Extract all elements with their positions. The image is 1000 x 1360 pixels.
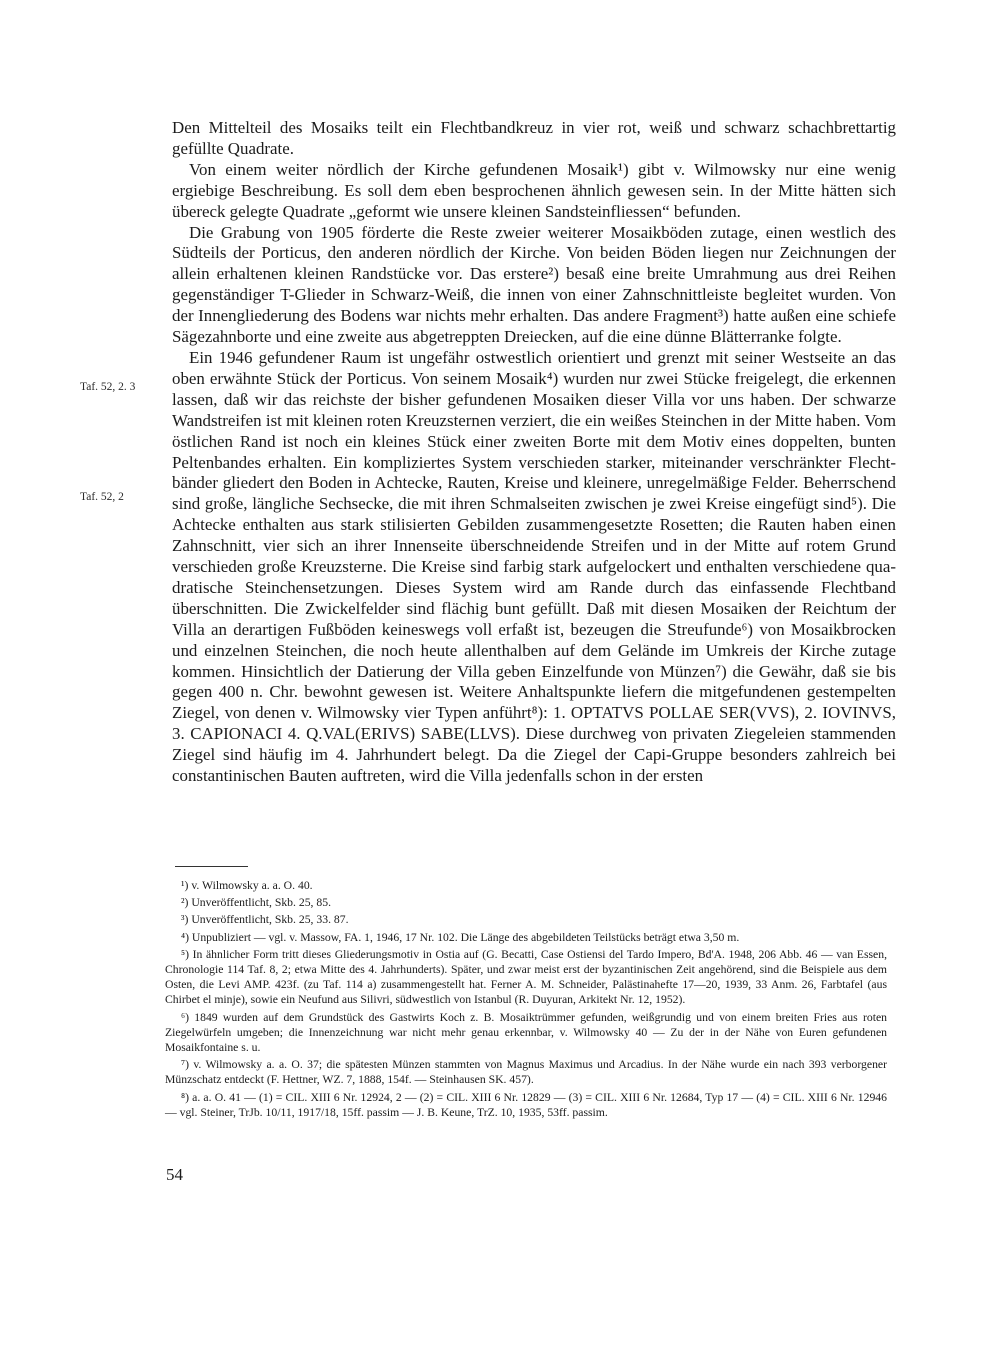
page-number: 54	[166, 1165, 183, 1184]
footnote-divider	[175, 866, 248, 867]
footnote: ⁷) v. Wilmowsky a. a. O. 37; die spätesten Münzen stammten von Magnus Maximus und Arcadius. In der Nähe wurde ein nach 393 verborgener Münzschatz entdeckt (F. Hettner, WZ. 7, 1888, 154f. — Steinhausen SK. 457).	[165, 1058, 887, 1087]
paragraph: Ein 1946 gefundener Raum ist ungefähr ostwestlich orientiert und grenzt mit seiner Westseite an das oben erwähnte Stück der Porticus. Von seinem Mosaik⁴) wurden nur zwei Stücke freigelegt, die erkennen lassen, daß wir das reichste der bisher gefundenen Mosaiken dieser Villa vor uns haben. Der schwarze Wandstreifen ist mit kleinen roten Kreuzsternen verziert, die ein weißes Steinchen in der Mitte haben. Vom östlichen Rand ist noch ein kleines Stück einer zweiten Borte mit dem Motiv eines doppelten, bunten Peltenbandes erhalten. Ein kompliziertes System verschieden starker, miteinander verschränkter Flechtbänder gliedert den Boden in Achtecke, Rauten, Kreise und kleinere, unregelmäßige Felder. Beherrschend sind große, längliche Sechsecke, die mit ihren Schmalseiten zwischen je zwei Kreise eingefügt sind⁵). Die Achtecke enthalten aus stark stilisierten Gebilden zusammengesetzte Rosetten; die Rauten haben einen Zahnschnitt, vier sich an ihrer Innenseite überschneidende Streifen und in der Mitte auf rotem Grund verschieden große Kreuzsterne. Die Kreise sind farbig stark aufgelockert und enthalten verschiedene quadratische Steinchensetzungen. Dieses System wird am Rande durch das einfassende Flechtband überschnitten. Die Zwickelfelder sind flächig bunt gefüllt. Daß mit diesen Mosaiken der Reichtum der Villa an derartigen Fußböden keineswegs voll erfaßt ist, bezeugen die Streufunde⁶) von Mosaikbrocken und einzelnen Steinchen, die noch heute allenthalben auf dem Gelände im Umkreis der Kirche zutage kommen. Hinsichtlich der Datierung der Villa geben Einzelfunde von Münzen⁷) die Gewähr, daß sie bis gegen 400 n. Chr. bewohnt gewesen ist. Weitere Anhaltspunkte liefern die mitgefundenen gestempelten Ziegel, von denen v. Wilmowsky vier Typen anführt⁸): 1. OPTATVS POLLAE SER(VVS), 2. IOVINVS, 3. CAPIONACI 4. Q.VAL(ERIVS) SABE(LLVS). Diese durchweg von privaten Ziegeleien stammenden Ziegel sind häufig im 4. Jahrhundert belegt. Da die Ziegel der Capi-Gruppe besonders zahlreich bei constantinischen Bauten auftreten, wird die Villa jedenfalls schon in der ersten	[172, 347, 896, 786]
footnote: ¹) v. Wilmowsky a. a. O. 40.	[181, 879, 313, 892]
paragraph: Die Grabung von 1905 förderte die Reste zweier weiterer Mosaikböden zutage, einen westlich des Südteils der Porticus, den anderen nördlich der Kirche. Von beiden Böden liegen nur Zeichnungen der allein erhaltenen kleinen Randstücke vor. Das erstere²) besaß eine breite Umrahmung aus drei Reihen gegenständiger T-Glieder in Schwarz-Weiß, die innen von einer Zahnschnittleiste begleitet wurden. Von der Innengliederung des Bodens war nichts mehr erhalten. Das andere Fragment³) hatte außen eine schiefe Sägezahnborte und eine zweite aus abgetreppten Dreiecken, auf die eine dünne Blätterranke folgte.	[172, 222, 896, 347]
footnote: ³) Unveröffentlicht, Skb. 25, 33. 87.	[181, 913, 349, 927]
paragraph: Von einem weiter nördlich der Kirche gefundenen Mosaik¹) gibt v. Wilmowsky nur eine wenig ergiebige Beschreibung. Es soll dem eben besprochenen ähnlich gewesen sein. In der Mitte hätten sich übereck gelegte Quadrate „geformt wie unsere kleinen Sandsteinfliessen“ befunden.	[172, 159, 896, 221]
paragraph: Den Mittelteil des Mosaiks teilt ein Flechtbandkreuz in vier rot, weiß und schwarz schachbrettartig gefüllte Quadrate.	[172, 118, 896, 158]
footnote: ⁵) In ähnlicher Form tritt dieses Gliederungsmotiv in Ostia auf (G. Becatti, Case Ostiensi del Tardo Impero, Bd'A. 1948, 206 Abb. 46 — van Essen, Chronologie 114 Taf. 8, 2; etwa Mitte des 4. Jahrhunderts). Später, und zwar meist erst der byzantinischen Zeit angehörend, sind die Beispiele aus dem Osten, die Levi AMP. 423f. (zu Taf. 114 a) zusammengestellt hat. Ferner A. M. Schneider, Palästinahefte 17—20, 1939, 33 Anm. 26, Farbtafel (aus Chirbet el minje), sowie ein Neufund aus Silivri, südwestlich von Istanbul (R. Duyuran, Arkitekt Nr. 12, 1952).	[165, 947, 887, 1007]
main-text	[172, 118, 896, 787]
footnote: ⁸) a. a. O. 41 — (1) = CIL. XIII 6 Nr. 12924, 2 — (2) = CIL. XIII 6 Nr. 12829 — (3) = CIL. XIII 6 Nr. 12684, Typ 17 — (4) = CIL. XIII 6 Nr. 12946 — vgl. Steiner, TrJb. 10/11, 1917/18, 15ff. passim — J. B. Keune, TrZ. 10, 1935, 53ff. passim.	[165, 1090, 887, 1119]
margin-note-plate-ref: Taf. 52, 2	[80, 491, 124, 503]
margin-note-plate-ref: Taf. 52, 2. 3	[80, 381, 136, 393]
footnotes	[165, 878, 887, 1122]
footnote: ²) Unveröffentlicht, Skb. 25, 85.	[181, 896, 332, 910]
footnote: ⁶) 1849 wurden auf dem Grundstück des Gastwirts Koch z. B. Mosaiktrümmer gefunden, weißgrundig und von einem breiten Fries aus roten Ziegelwürfeln umgeben; die Innenzeichnung war nicht mehr genau erkennbar, v. Wilmowsky 40 — Zu der in der Nähe von Euren gefundenen Mosaikfontaine s. u.	[165, 1010, 887, 1055]
footnote: ⁴) Unpubliziert — vgl. v. Massow, FA. 1, 1946, 17 Nr. 102. Die Länge des abgebildeten Teilstücks beträgt etwa 3,50 m.	[181, 930, 740, 944]
